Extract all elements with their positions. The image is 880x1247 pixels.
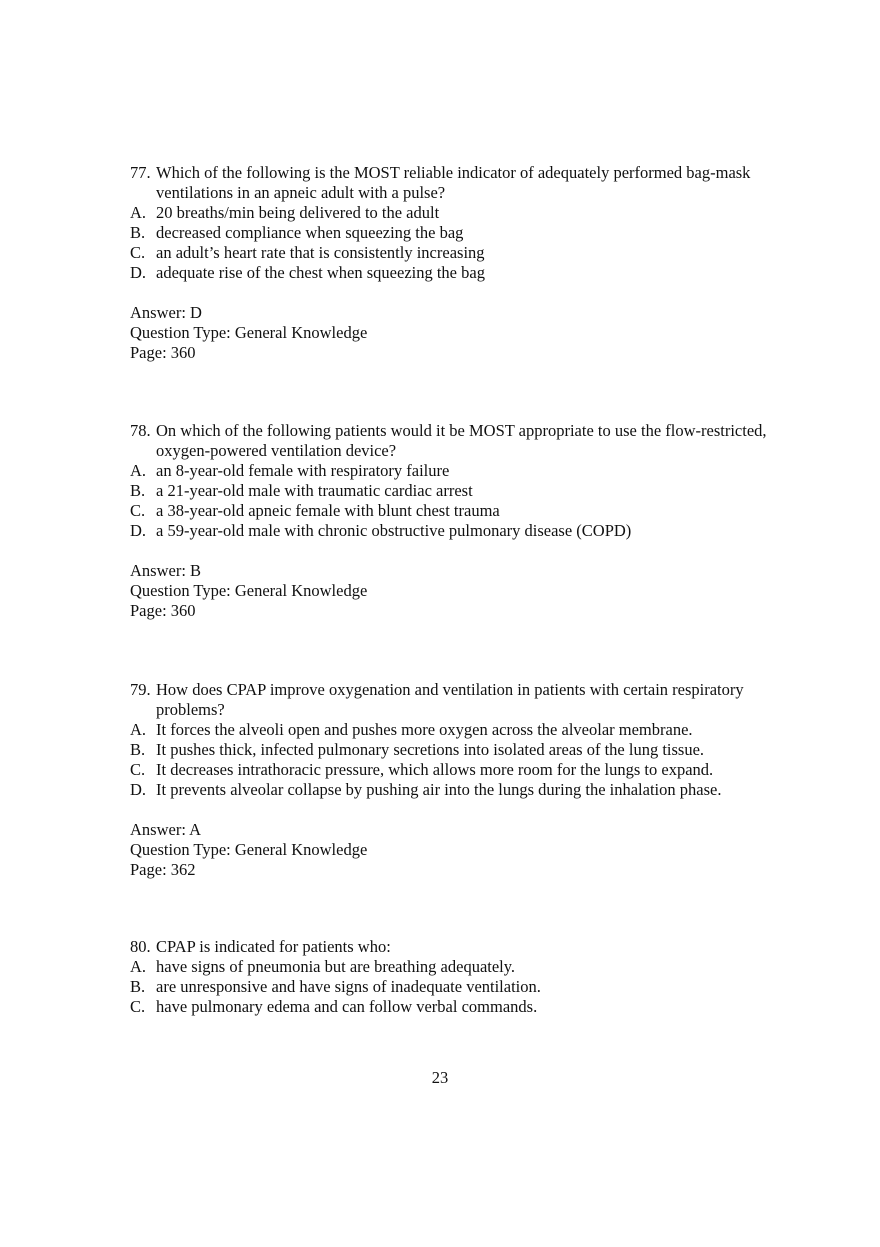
- question-stem: [130, 680, 770, 720]
- option-text: a 59-year-old male with chronic obstructive pulmonary disease (COPD): [156, 521, 632, 540]
- question-77: [130, 163, 770, 363]
- option-d: [130, 521, 770, 541]
- option-d: [130, 780, 770, 800]
- question-type-text: Question Type: General Knowledge: [130, 581, 368, 600]
- option-letter: C.: [130, 501, 146, 520]
- option-letter: A.: [130, 203, 147, 222]
- option-text: 20 breaths/min being delivered to the adult: [156, 203, 440, 222]
- answer-block: [130, 820, 770, 880]
- option-text: adequate rise of the chest when squeezing the bag: [156, 263, 485, 282]
- option-text: are unresponsive and have signs of inadequate ventilation.: [156, 977, 541, 996]
- option-text: an 8-year-old female with respiratory failure: [156, 461, 450, 480]
- option-a: [130, 203, 770, 223]
- option-letter: B.: [130, 740, 146, 759]
- option-text: a 21-year-old male with traumatic cardiac arrest: [156, 481, 473, 500]
- option-b: [130, 223, 770, 243]
- page-number: 23: [431, 1068, 449, 1087]
- question-number: 78.: [130, 421, 151, 440]
- answer-block: [130, 561, 770, 621]
- option-letter: D.: [130, 263, 147, 282]
- question-78: [130, 421, 770, 621]
- option-text: a 38-year-old apneic female with blunt chest trauma: [156, 501, 500, 520]
- option-d: [130, 263, 770, 283]
- option-letter: C.: [130, 760, 146, 779]
- option-c: [130, 501, 770, 521]
- option-b: [130, 977, 770, 997]
- option-c: [130, 760, 770, 780]
- option-c: [130, 997, 770, 1017]
- option-letter: A.: [130, 720, 147, 739]
- question-stem: [130, 421, 770, 461]
- question-type-text: Question Type: General Knowledge: [130, 323, 368, 342]
- option-letter: B.: [130, 223, 146, 242]
- question-text: CPAP is indicated for patients who:: [156, 937, 391, 956]
- option-letter: B.: [130, 977, 146, 996]
- option-c: [130, 243, 770, 263]
- question-text: Which of the following is the MOST reliable indicator of adequately performed bag-mask ventilations in an apneic adult with a pulse?: [156, 163, 751, 202]
- answer-text: Answer: A: [130, 820, 202, 839]
- answer-text: Answer: D: [130, 303, 202, 322]
- option-a: [130, 957, 770, 977]
- option-text: It forces the alveoli open and pushes more oxygen across the alveolar membrane.: [156, 720, 693, 739]
- option-letter: D.: [130, 780, 147, 799]
- page-reference-text: Page: 360: [130, 601, 196, 620]
- question-stem: [130, 937, 770, 957]
- option-text: have pulmonary edema and can follow verbal commands.: [156, 997, 538, 1016]
- question-text: On which of the following patients would it be MOST appropriate to use the flow-restricted, oxygen-powered ventilation device?: [156, 421, 767, 460]
- option-text: have signs of pneumonia but are breathing adequately.: [156, 957, 516, 976]
- option-a: [130, 720, 770, 740]
- question-text: How does CPAP improve oxygenation and ventilation in patients with certain respiratory problems?: [156, 680, 744, 719]
- question-79: [130, 680, 770, 880]
- page-reference-text: Page: 362: [130, 860, 196, 879]
- option-letter: C.: [130, 997, 146, 1016]
- answer-text: Answer: B: [130, 561, 202, 580]
- question-80: [130, 937, 770, 1017]
- question-stem: [130, 163, 770, 203]
- option-letter: D.: [130, 521, 147, 540]
- option-letter: B.: [130, 481, 146, 500]
- option-text: an adult’s heart rate that is consistently increasing: [156, 243, 485, 262]
- question-number: 77.: [130, 163, 151, 182]
- option-text: decreased compliance when squeezing the bag: [156, 223, 464, 242]
- option-letter: C.: [130, 243, 146, 262]
- question-type-text: Question Type: General Knowledge: [130, 840, 368, 859]
- option-text: It pushes thick, infected pulmonary secretions into isolated areas of the lung tissue.: [156, 740, 705, 759]
- option-text: It prevents alveolar collapse by pushing air into the lungs during the inhalation phase.: [156, 780, 722, 799]
- page-reference-text: Page: 360: [130, 343, 196, 362]
- option-a: [130, 461, 770, 481]
- option-text: It decreases intrathoracic pressure, which allows more room for the lungs to expand.: [156, 760, 714, 779]
- option-b: [130, 740, 770, 760]
- answer-block: [130, 303, 770, 363]
- question-number: 80.: [130, 937, 151, 956]
- question-number: 79.: [130, 680, 151, 699]
- option-letter: A.: [130, 461, 147, 480]
- option-b: [130, 481, 770, 501]
- option-letter: A.: [130, 957, 147, 976]
